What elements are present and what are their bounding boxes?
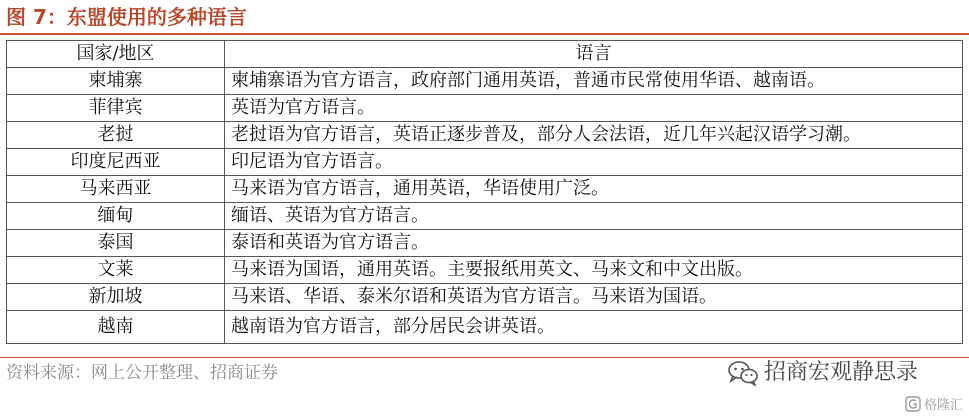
language-table: [6, 40, 963, 344]
figure-title: 图 7：东盟使用的多种语言: [6, 5, 247, 29]
table-row: [7, 68, 963, 95]
table-row: [7, 311, 963, 344]
table-row: [7, 95, 963, 122]
language-cell: 柬埔寨语为官方语言，政府部门通用英语，普通市民常使用华语、越南语。: [225, 68, 963, 95]
country-cell: 马来西亚: [7, 176, 225, 203]
country-cell: 印度尼西亚: [7, 149, 225, 176]
language-cell: 印尼语为官方语言。: [225, 149, 963, 176]
language-cell: 马来语、华语、泰米尔语和英语为官方语言。马来语为国语。: [225, 284, 963, 311]
country-cell: 缅甸: [7, 203, 225, 230]
header-language: 语言: [225, 41, 963, 68]
language-cell: 越南语为官方语言，部分居民会讲英语。: [225, 311, 963, 344]
table-row: [7, 257, 963, 284]
table-header-row: [7, 41, 963, 68]
gelonghui-logo-icon: [905, 396, 921, 412]
language-cell: 马来语为国语，通用英语。主要报纸用英文、马来文和中文出版。: [225, 257, 963, 284]
wechat-account-name: 招商宏观静思录: [764, 360, 919, 385]
country-cell: 柬埔寨: [7, 68, 225, 95]
watermark-text: 格隆汇: [923, 398, 963, 413]
table-row: [7, 230, 963, 257]
country-cell: 泰国: [7, 230, 225, 257]
wechat-account: [728, 360, 918, 386]
language-cell: 老挝语为官方语言，英语正逐步普及，部分人会法语，近几年兴起汉语学习潮。: [225, 122, 963, 149]
table-row: [7, 203, 963, 230]
country-cell: 新加坡: [7, 284, 225, 311]
header-country: 国家/地区: [7, 41, 225, 68]
language-cell: 缅语、英语为官方语言。: [225, 203, 963, 230]
table-row: [7, 284, 963, 311]
country-cell: 老挝: [7, 122, 225, 149]
country-cell: 越南: [7, 311, 225, 344]
wechat-icon: [728, 360, 758, 386]
language-cell: 泰语和英语为官方语言。: [225, 230, 963, 257]
table-row: [7, 176, 963, 203]
language-cell: 英语为官方语言。: [225, 95, 963, 122]
source-note: 资料来源：网上公开整理、招商证券: [6, 363, 278, 383]
table-row: [7, 122, 963, 149]
language-cell: 马来语为官方语言，通用英语，华语使用广泛。: [225, 176, 963, 203]
table-row: [7, 149, 963, 176]
country-cell: 文莱: [7, 257, 225, 284]
source-divider: [0, 357, 969, 358]
watermark: [905, 394, 963, 413]
country-cell: 菲律宾: [7, 95, 225, 122]
title-divider: [0, 33, 969, 35]
